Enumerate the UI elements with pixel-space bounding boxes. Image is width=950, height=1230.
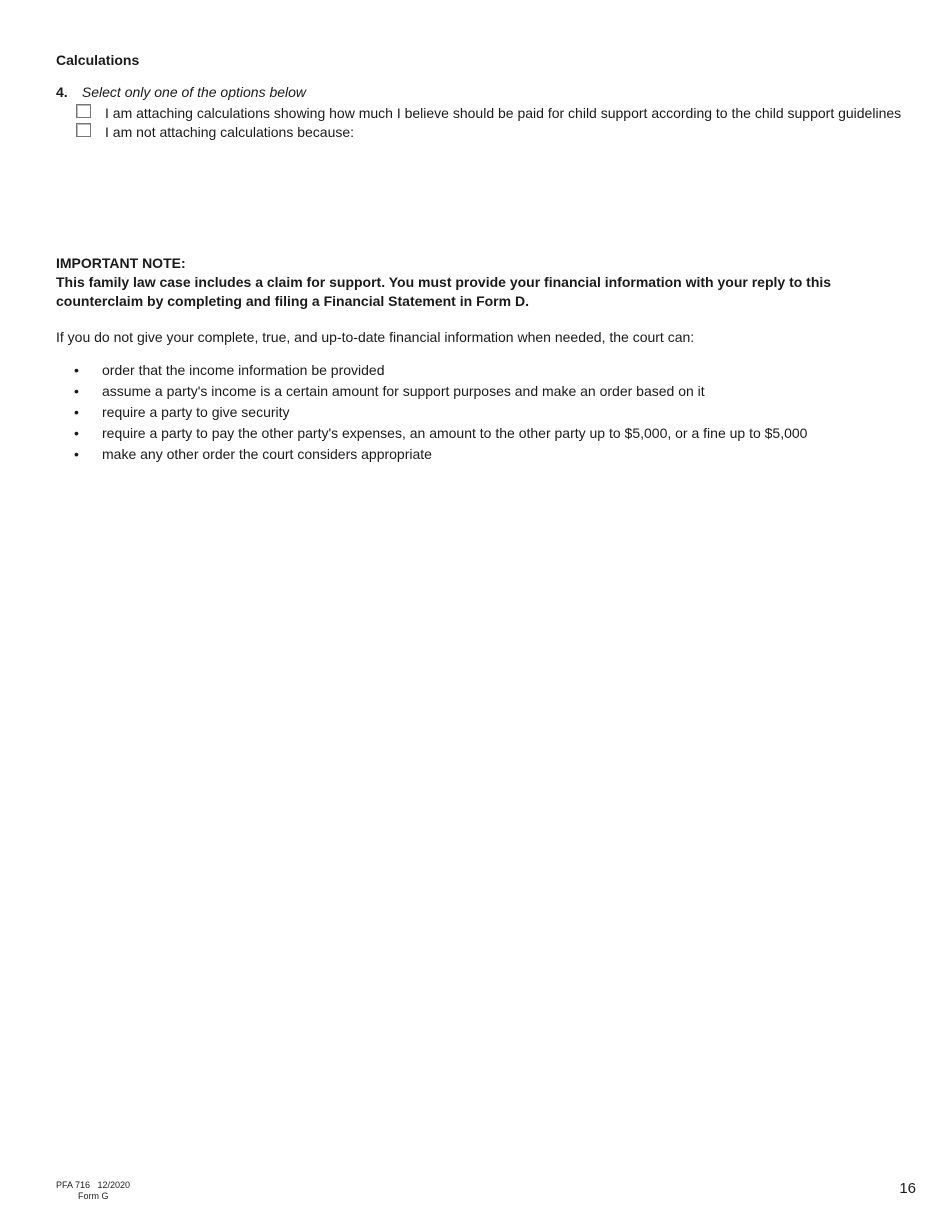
important-note-body: This family law case includes a claim for support. You must provide your financial information with your reply to this counterclaim by completing and filing a Financial Statement in Form D. [56,274,832,309]
section-title: Calculations [56,52,140,68]
list-item-text: assume a party's income is a certain amount for support purposes and make an order based on it [102,383,705,399]
bullet-icon: • [74,404,79,420]
bullet-icon: • [74,425,79,441]
consequences-list [56,361,807,466]
question-instruction: Select only one of the options below [81,84,307,100]
list-item [56,382,807,403]
page-number: 16 [899,1180,916,1197]
list-item [56,424,807,445]
option-label: I am attaching calculations showing how much I believe should be paid for child support according to the child support guidelines [105,105,902,121]
bullet-icon: • [74,446,79,462]
list-item [56,445,807,466]
option-not-attaching-calculations[interactable] [76,124,354,140]
option-attaching-calculations[interactable] [76,105,901,121]
list-item-text: require a party to give security [102,404,290,420]
form-footer [56,1180,130,1202]
list-item-text: order that the income information be provided [102,362,385,378]
attaching-calculations-checkbox[interactable] [76,104,91,118]
not-attaching-calculations-checkbox[interactable] [76,123,91,137]
list-item-text: require a party to pay the other party's expenses, an amount to the other party up to $5,000, or a fine up to $5,000 [102,425,808,441]
form-code: PFA 716 12/2020 [56,1180,131,1190]
consequences-intro: If you do not give your complete, true, and up-to-date financial information when needed, the court can: [56,329,695,345]
list-item [56,361,807,382]
important-note-title: IMPORTANT NOTE: [56,255,186,271]
question-number: 4. [56,84,68,100]
list-item [56,403,807,424]
option-label: I am not attaching calculations because: [105,124,355,140]
bullet-icon: • [74,362,79,378]
form-name: Form G [78,1191,109,1201]
bullet-icon: • [74,383,79,399]
list-item-text: make any other order the court considers appropriate [102,446,432,462]
question-4 [56,84,306,100]
